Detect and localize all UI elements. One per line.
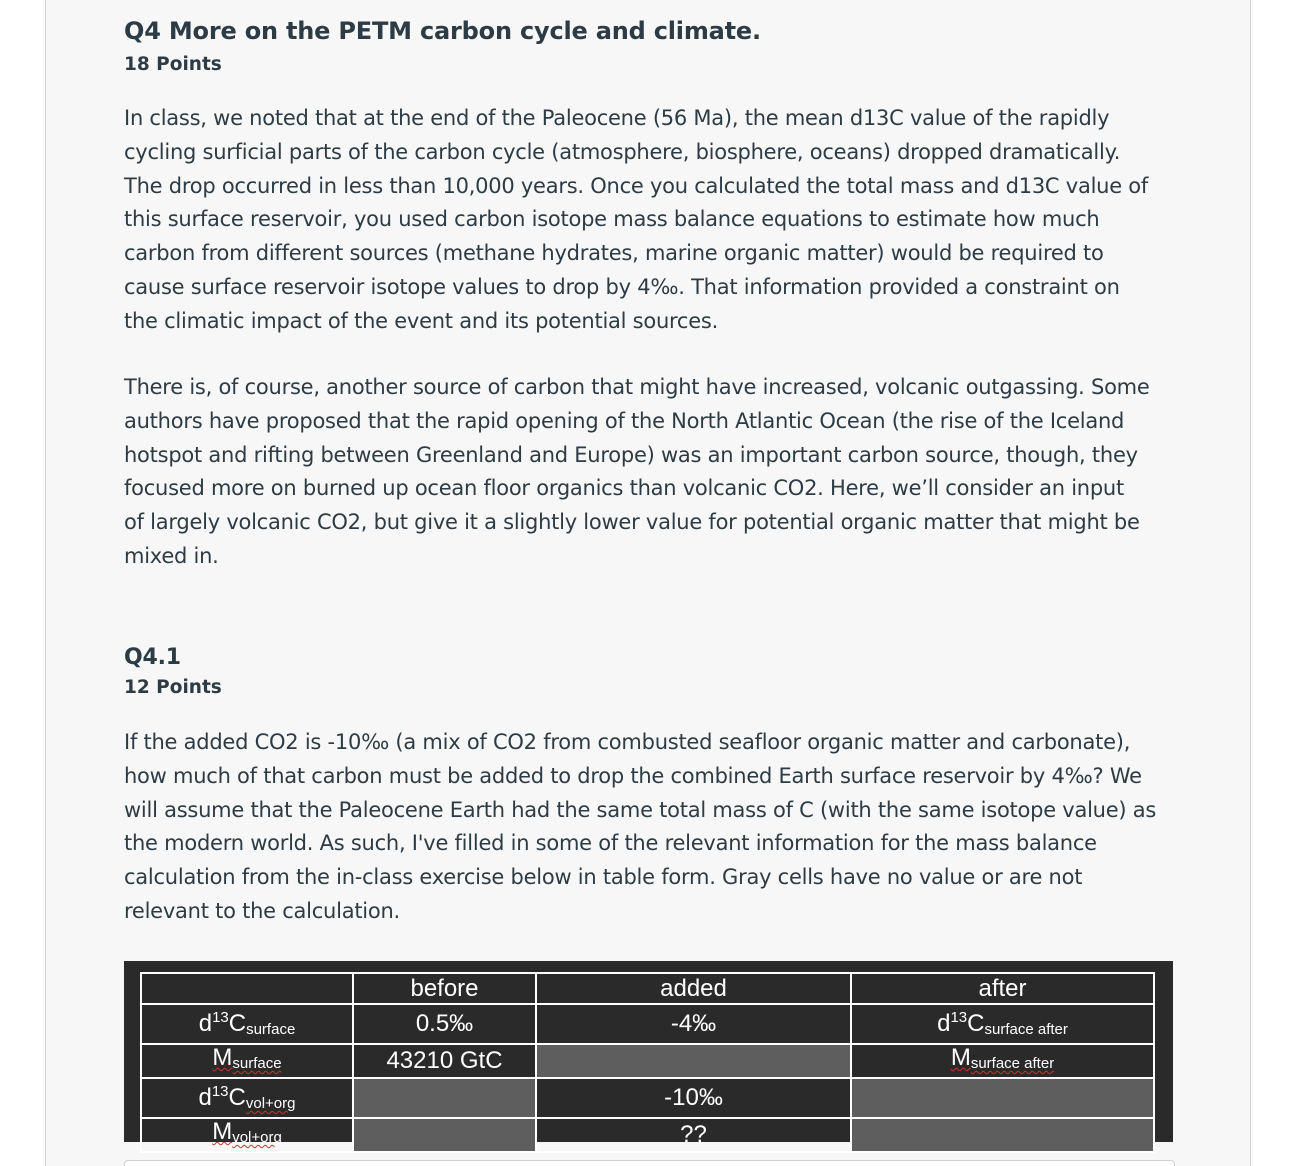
- cell-after-gray: [851, 1118, 1154, 1152]
- value-text: 43210 GtC: [386, 1047, 503, 1074]
- label-sub: vol+org: [245, 1095, 296, 1112]
- label-sub: surface: [246, 1021, 296, 1038]
- text-line: focused more on burned up ocean floor organics than volcanic CO2. Here, we’ll consider an input: [124, 476, 1124, 501]
- subquestion-points: 12 Points: [124, 677, 222, 698]
- label-sub: surface after: [970, 1055, 1055, 1072]
- table-row: [141, 1078, 1154, 1118]
- text-line: cycling surficial parts of the carbon cycle (atmosphere, biosphere, oceans) dropped dramatically.: [124, 139, 1121, 164]
- row-label-m-surface: [141, 1044, 353, 1078]
- text-line: of largely volcanic CO2, but give it a slightly lower value for potential organic matter that might be: [124, 510, 1140, 535]
- row-label-d13c-surface: [141, 1004, 353, 1044]
- label-part: M: [212, 1118, 233, 1145]
- text-line: authors have proposed that the rapid opening of the North Atlantic Ocean (the rise of the Iceland: [124, 408, 1125, 433]
- subquestion-paragraph: [124, 726, 1184, 929]
- cell-after-gray: [851, 1078, 1154, 1118]
- cell-after-d13c: [851, 1004, 1154, 1044]
- label-sup: 13: [212, 1009, 229, 1026]
- text-line: this surface reservoir, you used carbon isotope mass balance equations to estimate how much: [124, 207, 1100, 232]
- label-sub: surface after: [984, 1021, 1068, 1038]
- header-cell-after: after: [851, 973, 1154, 1004]
- cell-after-m: [851, 1044, 1154, 1078]
- text-line: In class, we noted that at the end of the Paleocene (56 Ma), the mean d13C value of the rapidly: [124, 106, 1110, 130]
- question-title: Q4 More on the PETM carbon cycle and climate.: [124, 17, 761, 45]
- label-part: d: [198, 1084, 212, 1111]
- label-sup: 13: [211, 1083, 229, 1100]
- cell-before-gray: [353, 1078, 536, 1118]
- text-line: relevant to the calculation.: [124, 898, 400, 923]
- label-sup: 13: [950, 1009, 968, 1026]
- cell-before-gray: [353, 1118, 536, 1152]
- label-sub: vol+org: [232, 1129, 282, 1146]
- header-cell-before: before: [353, 973, 536, 1004]
- text-line: hotspot and rifting between Greenland and Europe) was an important carbon source, though, they: [124, 442, 1138, 467]
- text-line: the climatic impact of the event and its potential sources.: [124, 308, 719, 333]
- text-line: cause surface reservoir isotope values to drop by 4‰. That information provided a constraint on: [124, 274, 1120, 299]
- answer-box-edge[interactable]: [124, 1160, 1175, 1166]
- question-intro-paragraph: [124, 102, 1184, 339]
- table-header-row: [141, 973, 1154, 1004]
- question-context-paragraph: [124, 371, 1184, 574]
- cell-before: [353, 1044, 536, 1078]
- text-line: calculation from the in-class exercise below in table form. Gray cells have no value or are not: [124, 865, 1083, 890]
- text-line: The drop occurred in less than 10,000 years. Once you calculated the total mass and d13C value of: [124, 173, 1149, 198]
- label-part: C: [967, 1010, 985, 1037]
- label-sub: surface: [232, 1055, 282, 1072]
- table-row: [141, 1004, 1154, 1044]
- text-line: carbon from different sources (methane hydrates, marine organic matter) would be required to: [124, 241, 1104, 266]
- label-part: M: [950, 1044, 971, 1071]
- table-row: [141, 1118, 1154, 1152]
- cell-added: -4‰: [536, 1004, 851, 1044]
- text-line: mixed in.: [124, 543, 219, 568]
- cell-added: ??: [536, 1118, 851, 1152]
- cell-before: 0.5‰: [353, 1004, 536, 1044]
- question-points: 18 Points: [124, 54, 222, 75]
- table-row: [141, 1044, 1154, 1078]
- cell-added-gray: [536, 1044, 851, 1078]
- subquestion-title: Q4.1: [124, 645, 181, 670]
- text-line: how much of that carbon must be added to drop the combined Earth surface reservoir by 4‰? We: [124, 763, 1142, 788]
- label-part: d: [937, 1010, 951, 1037]
- cell-added: -10‰: [536, 1078, 851, 1118]
- label-part: C: [228, 1010, 247, 1037]
- text-line: There is, of course, another source of carbon that might have increased, volcanic outgassing. Some: [124, 375, 1150, 399]
- label-part: M: [212, 1044, 233, 1071]
- header-cell-empty: [141, 973, 353, 1004]
- row-label-m-vol-org: [141, 1118, 353, 1152]
- mass-balance-table-image: [124, 961, 1173, 1148]
- label-part: d: [198, 1010, 213, 1037]
- text-line: If the added CO2 is -10‰ (a mix of CO2 from combusted seafloor organic matter and carbonate),: [124, 730, 1131, 754]
- label-part: C: [228, 1084, 246, 1111]
- header-cell-added: added: [536, 973, 851, 1004]
- text-line: the modern world. As such, I've filled in some of the relevant information for the mass balance: [124, 831, 1097, 856]
- text-line: will assume that the Paleocene Earth had the same total mass of C (with the same isotope value) as: [124, 797, 1157, 822]
- row-label-d13c-vol-org: [141, 1078, 353, 1118]
- mass-balance-table: [140, 972, 1155, 1153]
